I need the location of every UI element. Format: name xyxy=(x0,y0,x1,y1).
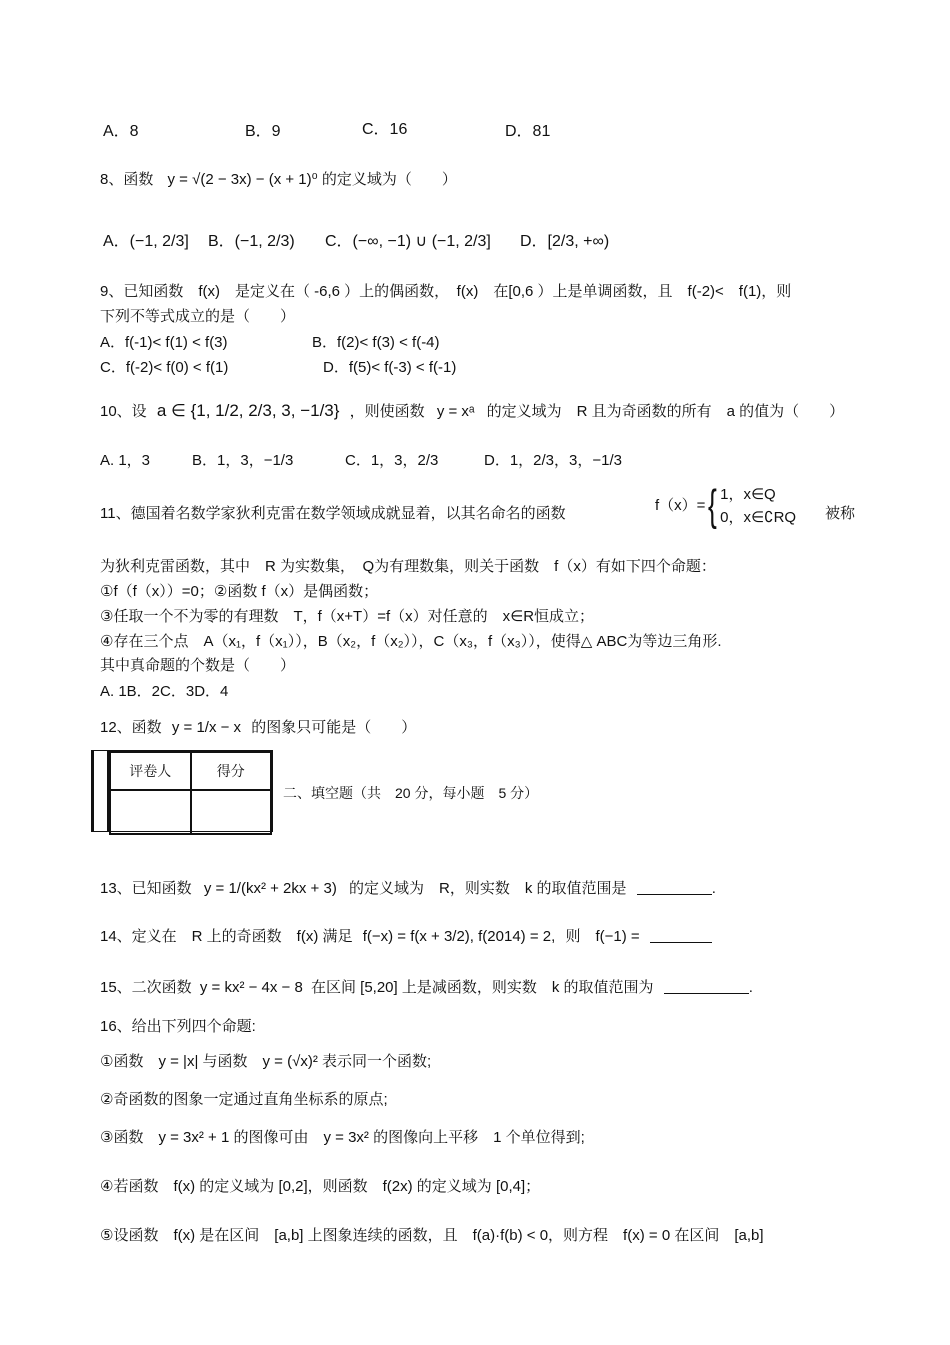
score-table xyxy=(91,750,273,832)
q14-answer-blank xyxy=(650,928,712,943)
q11-fx: f（x）= xyxy=(655,497,706,515)
q10-option-a: A. 1，3 xyxy=(100,452,151,469)
q14-formula: f(−x) = f(x + 3/2), f(2014) = 2, xyxy=(362,928,556,945)
score-col-reviewer: 评卷人 xyxy=(110,752,191,790)
q11-piecewise xyxy=(655,483,796,530)
score-grid xyxy=(109,751,272,835)
q16-statement-2: ②奇函数的图象一定通过直角坐标系的原点; xyxy=(100,1091,388,1108)
q11-cases xyxy=(720,483,796,530)
q8-prefix: 8、函数 xyxy=(100,171,154,188)
q11-p4: 其中真命题的个数是（ ） xyxy=(100,657,296,674)
q11-line2: 为狄利克雷函数，其中 R 为实数集， Q为有理数集，则关于函数 f（x）有如下四个命题： xyxy=(100,558,716,575)
q9-line1: 9、已知函数 f(x) 是定义在（ -6,6 ）上的偶函数， f(x) 在[0,6 ）上是单调函数，且 f(-2)< f(1)，则 xyxy=(100,283,792,300)
q16-title: 16、给出下列四个命题: xyxy=(100,1018,256,1035)
q10-func: y = xᵃ xyxy=(436,403,475,420)
q14-prefix: 14、定义在 R 上的奇函数 f(x) 满足 xyxy=(100,928,353,945)
left-brace-icon: { xyxy=(708,481,718,531)
q15-prefix: 15、二次函数 xyxy=(100,979,192,996)
q10-option-b: B．1，3，−1/3 xyxy=(192,452,294,469)
q8-option-a: A．(−1, 2/3] xyxy=(103,233,189,250)
question-8 xyxy=(100,168,457,189)
q7-option-d: D．81 xyxy=(505,123,551,140)
q9-option-b: B．f(2)< f(3) < f(-4) xyxy=(312,334,440,351)
q10-suffix: 的定义域为 R 且为奇函数的所有 a 的值为（ ） xyxy=(486,403,845,420)
question-13: 13、已知函数 y = 1/(kx² + 2kx + 3) 的定义域为 R，则实数 k 的取值范围是 . xyxy=(100,880,716,897)
q8-option-d: D．[2/3, +∞) xyxy=(520,233,610,250)
section-heading-fill-in: 二、填空题（共 20 分，每小题 5 分） xyxy=(283,785,539,801)
q11-p1: ①f（f（x））=0；②函数 f（x）是偶函数； xyxy=(100,583,379,600)
question-12 xyxy=(100,716,416,737)
q11-line1: 11、德国着名数学家狄利克雷在数学领域成就显着，以其名命名的函数 xyxy=(100,505,566,522)
q8-option-b: B．(−1, 2/3) xyxy=(208,233,295,250)
q10-option-d: D．1，2/3，3，−1/3 xyxy=(484,452,622,469)
q8-option-c: C．(−∞, −1) ∪ (−1, 2/3] xyxy=(325,233,491,250)
q7-option-c: C．16 xyxy=(362,121,408,138)
q16-statement-3: ③函数 y = 3x² + 1 的图像可由 y = 3x² 的图像向上平移 1 个单位得到; xyxy=(100,1129,585,1146)
q12-formula: y = 1/x − x xyxy=(171,719,242,736)
q9-line2: 下列不等式成立的是（ ） xyxy=(100,308,296,325)
q9-option-a: A．f(-1)< f(1) < f(3) xyxy=(100,334,228,351)
question-14 xyxy=(100,925,712,946)
q13-prefix: 13、已知函数 xyxy=(100,880,192,897)
q11-case1: 1，x∈Q xyxy=(720,486,776,503)
q7-option-a: A．8 xyxy=(103,123,139,140)
score-col-score: 得分 xyxy=(191,752,272,790)
score-cell-score xyxy=(191,790,272,834)
q13-answer-blank xyxy=(637,880,712,895)
q11-options: A. 1B．2C．3D．4 xyxy=(100,683,229,700)
score-table-bar xyxy=(92,751,109,831)
q11-p3: ④存在三个点 A（x₁，f（x₁）），B（x₂，f（x₂）），C（x₃，f（x₃）），使得△ ABC为等边三角形. xyxy=(100,633,722,650)
q10-prefix: 10、设 xyxy=(100,403,147,420)
q9-option-c: C．f(-2)< f(0) < f(1) xyxy=(100,359,229,376)
q12-prefix: 12、函数 xyxy=(100,719,162,736)
q11-p2: ③任取一个不为零的有理数 T，f（x+T）=f（x）对任意的 x∈R恒成立； xyxy=(100,608,595,625)
q15-formula: y = kx² − 4x − 8 xyxy=(199,979,303,996)
q16-statement-5: ⑤设函数 f(x) 是在区间 [a,b] 上图象连续的函数，且 f(a)·f(b) < 0，则方程 f(x) = 0 在区间 [a,b] xyxy=(100,1227,764,1244)
q13-formula: y = 1/(kx² + 2kx + 3) xyxy=(203,880,337,897)
q11-case2: 0，x∈∁RQ xyxy=(720,509,797,527)
q14-suffix: 则 f(−1) = xyxy=(565,928,640,945)
q15-answer-blank xyxy=(664,979,749,994)
q12-suffix: 的图象只可能是（ ） xyxy=(251,719,417,736)
score-cell-reviewer xyxy=(110,790,191,834)
q15-suffix: 在区间 [5,20] 上是减函数，则实数 k 的取值范围为 xyxy=(311,979,654,996)
q10-option-c: C．1，3，2/3 xyxy=(345,452,439,469)
q7-option-b: B．9 xyxy=(245,123,281,140)
q8-suffix: 的定义域为（ ） xyxy=(321,171,457,188)
question-15: 15、二次函数 y = kx² − 4x − 8 在区间 [5,20] 上是减函数，则实数 k 的取值范围为 . xyxy=(100,979,753,996)
q10-mid: ，则使函数 xyxy=(349,403,425,420)
q9-option-d: D．f(5)< f(-3) < f(-1) xyxy=(323,359,457,376)
q13-suffix: 的定义域为 R，则实数 k 的取值范围是 xyxy=(349,880,627,897)
q16-statement-4: ④若函数 f(x) 的定义域为 [0,2]，则函数 f(2x) 的定义域为 [0,4]； xyxy=(100,1178,541,1195)
q8-formula: y = √(2 − 3x) − (x + 1)⁰ xyxy=(167,171,318,188)
question-10 xyxy=(100,400,844,421)
q16-statement-1: ①函数 y = |x| 与函数 y = (√x)² 表示同一个函数; xyxy=(100,1053,432,1070)
q10-set: a ∈ {1, 1/2, 2/3, 3, −1/3} xyxy=(156,401,340,420)
q11-tail: 被称 xyxy=(825,505,856,522)
